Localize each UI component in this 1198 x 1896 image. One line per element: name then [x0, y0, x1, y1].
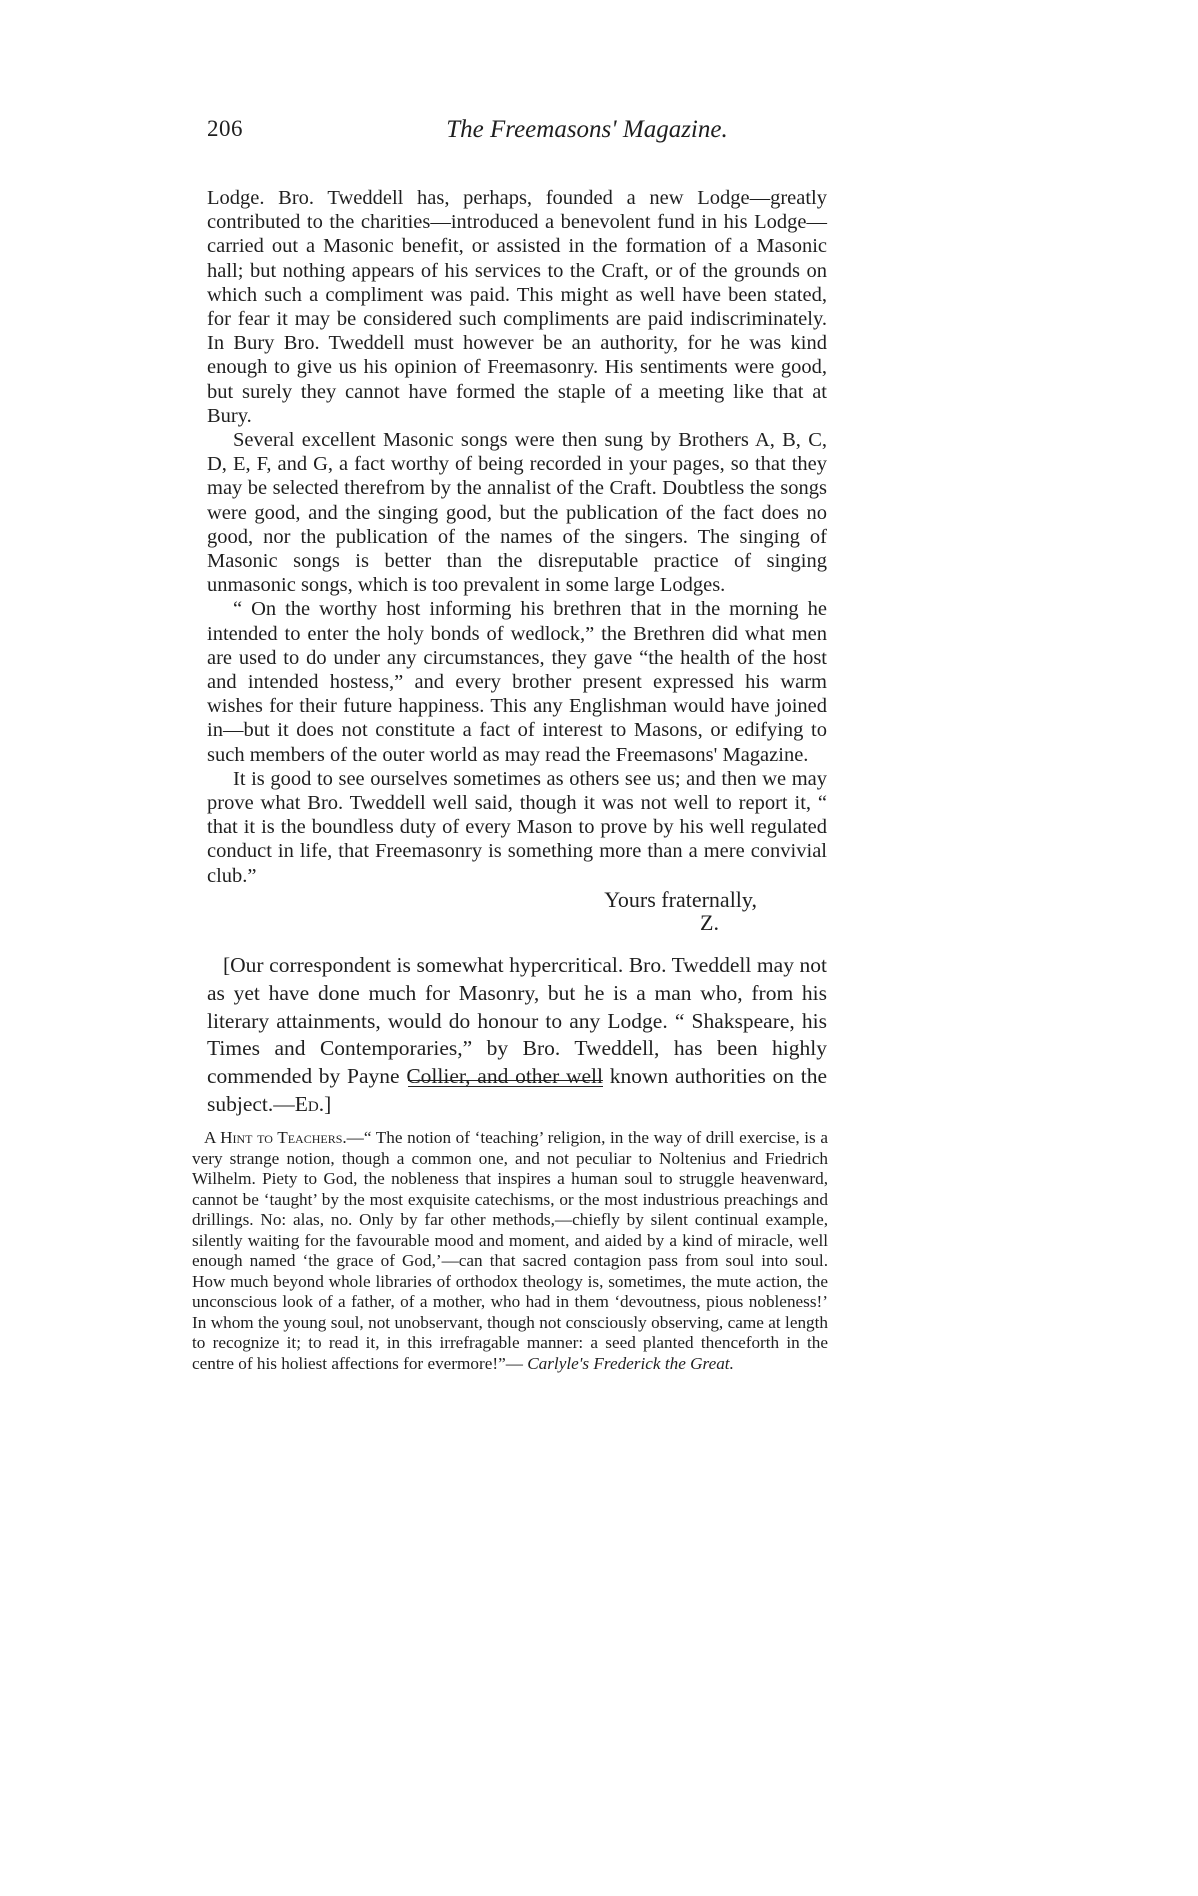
letter-paragraph: Lodge. Bro. Tweddell has, perhaps, founded a new Lodge—greatly contributed to the charities—introduced a benevolent fund in his Lodge—carried out a Masonic benefit, or assisted in the formation of a Masonic hall; but nothing appears of his services to the Craft, or of the grounds on which such a compliment was paid. This might as well have been stated, for fear it may be considered such compliments are paid indiscriminately. In Bury Bro. Tweddell must however be an authority, for he was kind enough to give us his opinion of Freemasonry. His sentiments were good, but surely they cannot have formed the staple of a meeting like that at Bury.: [207, 187, 827, 427]
editor-bracket: ]: [324, 1092, 332, 1117]
hint-body: —“ The notion of ‘teaching’ religion, in the way of drill exercise, is a very strange notion, though a common one, and not peculiar to Noltenius and Friedrich Wilhelm. Piety to God, the nobleness that inspires a human soul to struggle heavenward, cannot be ‘taught’ by the most exquisite catechisms, or the most industrious preachings and drillings. No: alas, no. Only by far other methods,—chiefly by silent continual example, silently waiting for the favourable mood and moment, and aided by a kind of miracle, well enough named ‘the grace of God,’—can that sacred contagion pass from soul into soul. How much beyond whole libraries of orthodox theology is, sometimes, the mute action, the unconscious look of a father, of a mother, who had in them ‘devoutness, pious nobleness!’ In whom the young soul, not unobservant, though not consciously observing, came at length to recognize it; to read it, in this irrefragable manner: a seed planted thenceforth in the centre of his holiest affections for evermore!”—: [192, 1128, 828, 1373]
page-header: [207, 116, 827, 156]
editor-note: [207, 952, 827, 1119]
letter-body: [207, 186, 827, 1119]
hint-to-teachers: [192, 1128, 828, 1374]
editor-note-text: [Our correspondent is somewhat hypercritical. Bro. Tweddell may not as yet have done much for Masonry, but he is a man who, from his literary attainments, would do honour to any Lodge. “ Shakspeare, his Times and Contemporaries,” by Bro. Tweddell, has been highly commended by Payne Collier, and other well known authorities on the subject.—: [207, 953, 827, 1117]
letter-closing: Yours fraternally,: [604, 886, 757, 912]
editor-signoff: Ed.: [294, 1092, 325, 1117]
section-divider: [408, 1080, 603, 1087]
letter-paragraph: It is good to see ourselves sometimes as others see us; and then we may prove what Bro. Tweddell well said, though it was not well to report it, “ that it is the boundless duty of every Mason to prove by his well regulated conduct in life, that Freemasonry is something more than a mere convivial club.”: [207, 767, 827, 887]
page-number: 206: [207, 116, 243, 141]
hint-attribution: Carlyle's Frederick the Great.: [527, 1353, 734, 1373]
running-title: The Freemasons' Magazine.: [446, 116, 728, 143]
hint-heading: A Hint to Teachers.: [204, 1128, 347, 1147]
letter-paragraph: Several excellent Masonic songs were then sung by Brothers A, B, C, D, E, F, and G, a fact worthy of being recorded in your pages, so that they may be selected therefrom by the annalist of the Craft. Doubtless the songs were good, and the singing good, but the publication of the fact does no good, nor the publication of the names of the singers. The singing of Masonic songs is better than the disreputable practice of singing unmasonic songs, which is too prevalent in some large Lodges.: [207, 429, 827, 597]
letter-signature: Z.: [700, 910, 719, 936]
letter-paragraph: “ On the worthy host informing his brethren that in the morning he intended to enter the holy bonds of wedlock,” the Brethren did what men are used to do under any circumstances, they gave “the health of the host and intended hostess,” and every brother present expressed his warm wishes for their future happiness. This any Englishman would have joined in—but it does not constitute a fact of interest to Masons, or edifying to such members of the outer world as may read the Freemasons' Magazine.: [207, 598, 827, 766]
